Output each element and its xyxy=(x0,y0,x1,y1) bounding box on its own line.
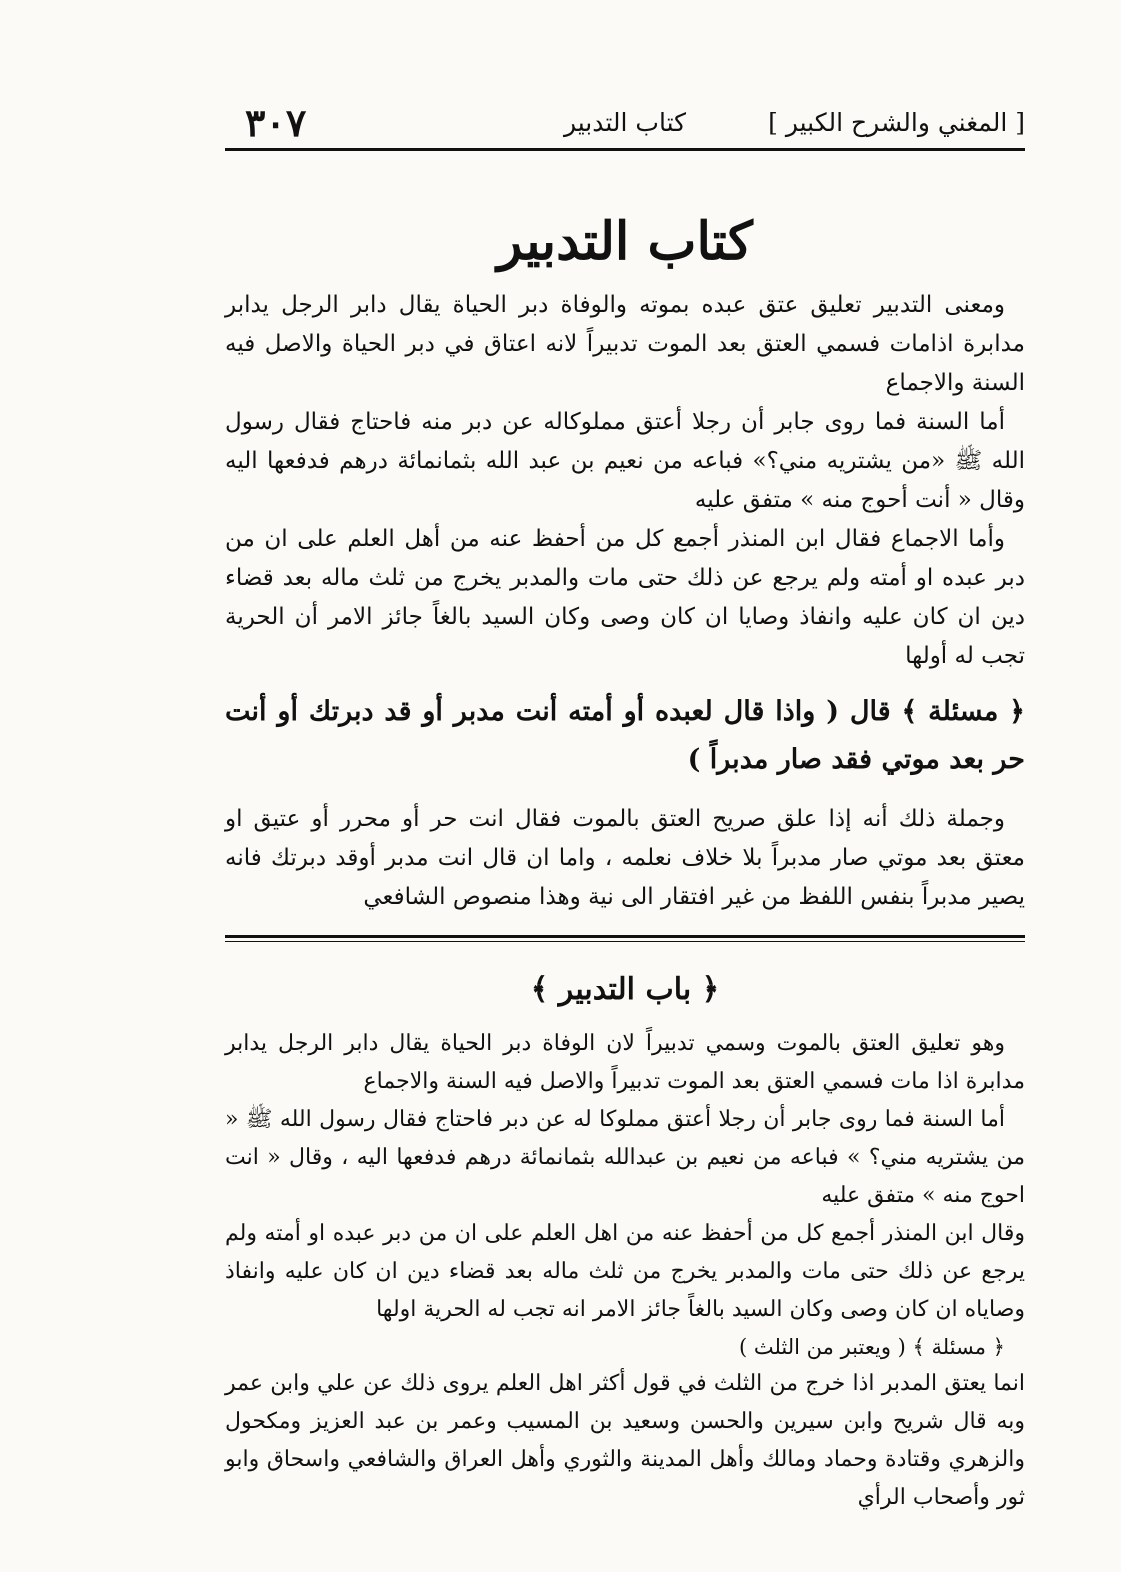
masala-heading: ﴿ مسئلة ﴾ ( ويعتبر من الثلث ) xyxy=(738,1335,1005,1359)
section-title: ﴿ باب التدبير ﴾ xyxy=(530,972,720,1007)
paragraph: انما يعتق المدبر اذا خرج من الثلث في قول أكثر اهل العلم يروى ذلك عن علي وابن عمر وبه قال شريح وابن سيرين والحسن وسعيد بن المسيب وعمر بن عبد العزيز ومكحول والزهري وقتادة وحماد ومالك وأهل المدينة والثوري وأهل العراق والشافعي واسحاق وابو ثور وأصحاب الرأي xyxy=(225,1371,1026,1510)
chapter-title: كتاب التدبير xyxy=(563,108,687,137)
document-page xyxy=(225,100,1025,1517)
paragraph: أما السنة فما روى جابر أن رجلا أعتق مملوكاله عن دبر منه فاحتاج فقال رسول الله ﷺ «من يشتريه مني؟» فباعه من نعيم بن عبد الله بثمانمائة درهم فدفعها اليه وقال « أنت أحوج منه » متفق عليه xyxy=(225,409,1025,513)
running-header xyxy=(225,100,1025,151)
paragraph: ومعنى التدبير تعليق عتق عبده بموته والوفاة دبر الحياة يقال دابر الرجل يدابر مدابرة اذامات فسمي العتق بعد الموت تدبيراً لانه اعتاق في دبر الحياة والاصل فيه السنة والاجماع xyxy=(225,292,1025,396)
main-title: كتاب التدبير xyxy=(497,211,753,272)
page-number: ٣٠٧ xyxy=(245,100,307,145)
book-title: [ المغني والشرح الكبير ] xyxy=(768,108,1025,137)
paragraph: وقال ابن المنذر أجمع كل من أحفظ عنه من اهل العلم على ان من دبر عبده او أمته ولم يرجع عن ذلك حتى مات والمدبر يخرج من ثلث ماله بعد قضاء دين ان كان عليه وانفاذ وصاياه ان كان وصى وكان السيد بالغاً جائز الامر انه تجب له الحرية اولها xyxy=(225,1221,1025,1322)
paragraph: أما السنة فما روى جابر أن رجلا أعتق مملوكا له عن دبر فاحتاج فقال رسول الله ﷺ « من يشتريه مني؟ » فباعه من نعيم بن عبدالله بثمانمائة درهم فدفعها اليه ، وقال « انت احوج منه » متفق عليه xyxy=(225,1107,1025,1208)
section-divider xyxy=(225,935,1025,942)
paragraph: وهو تعليق العتق بالموت وسمي تدبيراً لان الوفاة دبر الحياة يقال دابر الرجل يدابر مدابرة اذا مات فسمي العتق بعد الموت تدبيراً والاصل فيه السنة والاجماع xyxy=(225,1031,1025,1094)
masala-heading: ﴿ مسئلة ﴾ قال ( واذا قال لعبده أو أمته أنت مدبر أو قد دبرتك أو أنت حر بعد موتي فقد صار مدبراً ) xyxy=(225,696,1025,775)
paragraph: وجملة ذلك أنه إذا علق صريح العتق بالموت فقال انت حر أو محرر أو عتيق او معتق بعد موتي صار مدبراً بلا خلاف نعلمه ، واما ان قال انت مدبر أوقد دبرتك فانه يصير مدبراً بنفس اللفظ من غير افتقار الى نية وهذا منصوص الشافعي xyxy=(225,806,1025,910)
paragraph: وأما الاجماع فقال ابن المنذر أجمع كل من أحفظ عنه من أهل العلم على ان من دبر عبده او أمته ولم يرجع عن ذلك حتى مات والمدبر يخرج من ثلث ماله بعد قضاء دين ان كان عليه وانفاذ وصايا ان كان وصى وكان السيد بالغاً جائز الامر أن الحرية تجب له أولها xyxy=(225,526,1025,669)
